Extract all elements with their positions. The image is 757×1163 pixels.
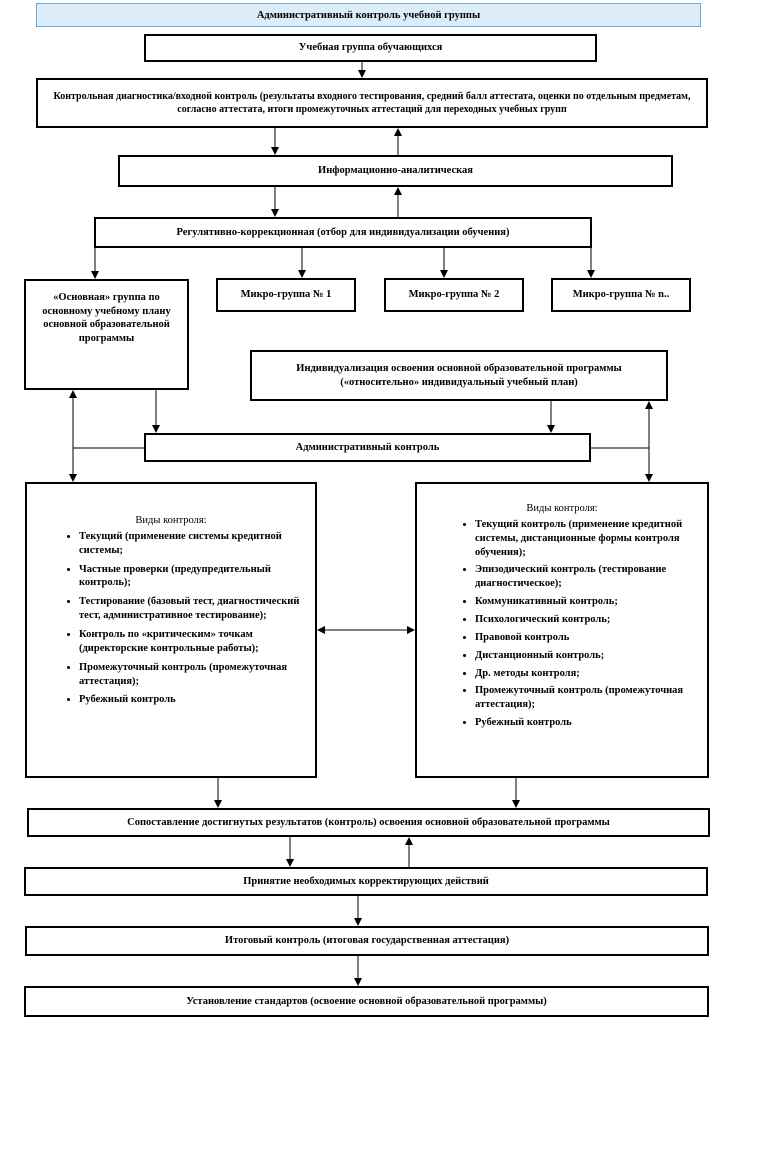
list-item: • Др. методы контроля; bbox=[475, 667, 707, 681]
node-diagnostics-label: Контрольная диагностика/входной контроль (результаты входного тестирования, средний балл аттестата, оценки по отдельным предметам, согласно аттестата, итоги промежуточных аттестаций для переходных учебных групп bbox=[53, 91, 691, 115]
node-micro-group-1-label: Микро-группа № 1 bbox=[240, 289, 332, 301]
list-item: • Правовой контроль bbox=[475, 631, 707, 645]
list-item: • Рубежный контроль bbox=[475, 716, 707, 730]
node-comparison-label: Сопоставление достигнутых результатов (контроль) освоения основной образовательной программы bbox=[127, 816, 610, 828]
node-regulative bbox=[94, 217, 592, 248]
list-item: • Текущий (применение системы кредитной системы; bbox=[79, 530, 315, 558]
list-item: • Эпизодический контроль (тестирование диагностическое); bbox=[475, 563, 707, 591]
control-types-left bbox=[25, 482, 317, 778]
node-corrective-label: Принятие необходимых корректирующих действий bbox=[243, 875, 489, 887]
node-main-group bbox=[24, 279, 189, 390]
node-final-control bbox=[25, 926, 709, 956]
list-item: • Психологический контроль; bbox=[475, 613, 707, 627]
list-item: • Промежуточный контроль (промежуточная аттестация); bbox=[475, 684, 707, 712]
node-study-group-label: Учебная группа обучающихся bbox=[298, 42, 443, 54]
node-admin-control-label: Административный контроль bbox=[295, 441, 440, 453]
list-item: • Тестирование (базовый тест, диагностический тест, административное тестирование); bbox=[79, 595, 315, 623]
list-item: • Дистанционный контроль; bbox=[475, 649, 707, 663]
node-study-group bbox=[144, 34, 597, 62]
list-item: • Контроль по «критическим» точкам (директорские контрольные работы); bbox=[79, 628, 315, 656]
node-comparison bbox=[27, 808, 710, 837]
node-admin-control bbox=[144, 433, 591, 462]
control-types-left-list bbox=[27, 530, 315, 707]
node-corrective bbox=[24, 867, 708, 896]
node-micro-group-2-label: Микро-группа № 2 bbox=[408, 289, 500, 301]
control-types-right-heading: Виды контроля: bbox=[526, 503, 598, 514]
list-item: • Рубежный контроль bbox=[79, 693, 315, 707]
node-individualization-label: Индивидуализация освоения основной образовательной программы («относительно» индивидуальный учебный план) bbox=[296, 362, 622, 388]
node-final-control-label: Итоговый контроль (итоговая государственная аттестация) bbox=[224, 935, 510, 947]
list-item: • Частные проверки (предупредительный контроль); bbox=[79, 563, 315, 591]
node-info-analytic bbox=[118, 155, 673, 187]
node-main-group-label: «Основная» группа по основному учебному плану основной образовательной программы bbox=[42, 292, 171, 344]
list-item: • Промежуточный контроль (промежуточная аттестация); bbox=[79, 661, 315, 689]
node-individualization bbox=[250, 350, 668, 401]
control-types-right bbox=[415, 482, 709, 778]
node-micro-group-n-label: Микро-группа № n.. bbox=[572, 289, 670, 301]
control-types-left-heading: Виды контроля: bbox=[135, 515, 207, 526]
node-micro-group-n bbox=[551, 278, 691, 312]
node-standards-label: Установление стандартов (освоение основной образовательной программы) bbox=[186, 995, 547, 1007]
node-standards bbox=[24, 986, 709, 1017]
node-diagnostics bbox=[36, 78, 708, 128]
node-info-analytic-label: Информационно-аналитическая bbox=[318, 165, 473, 177]
list-item: • Коммуникативный контроль; bbox=[475, 595, 707, 609]
diagram-title: Административный контроль учебной группы bbox=[36, 3, 701, 27]
list-item: • Текущий контроль (применение кредитной системы, дистанционные формы контроля обучения); bbox=[475, 518, 707, 560]
control-types-right-list bbox=[417, 518, 707, 730]
node-regulative-label: Регулятивно-коррекционная (отбор для индивидуализации обучения) bbox=[176, 226, 510, 238]
node-micro-group-2 bbox=[384, 278, 524, 312]
node-micro-group-1 bbox=[216, 278, 356, 312]
